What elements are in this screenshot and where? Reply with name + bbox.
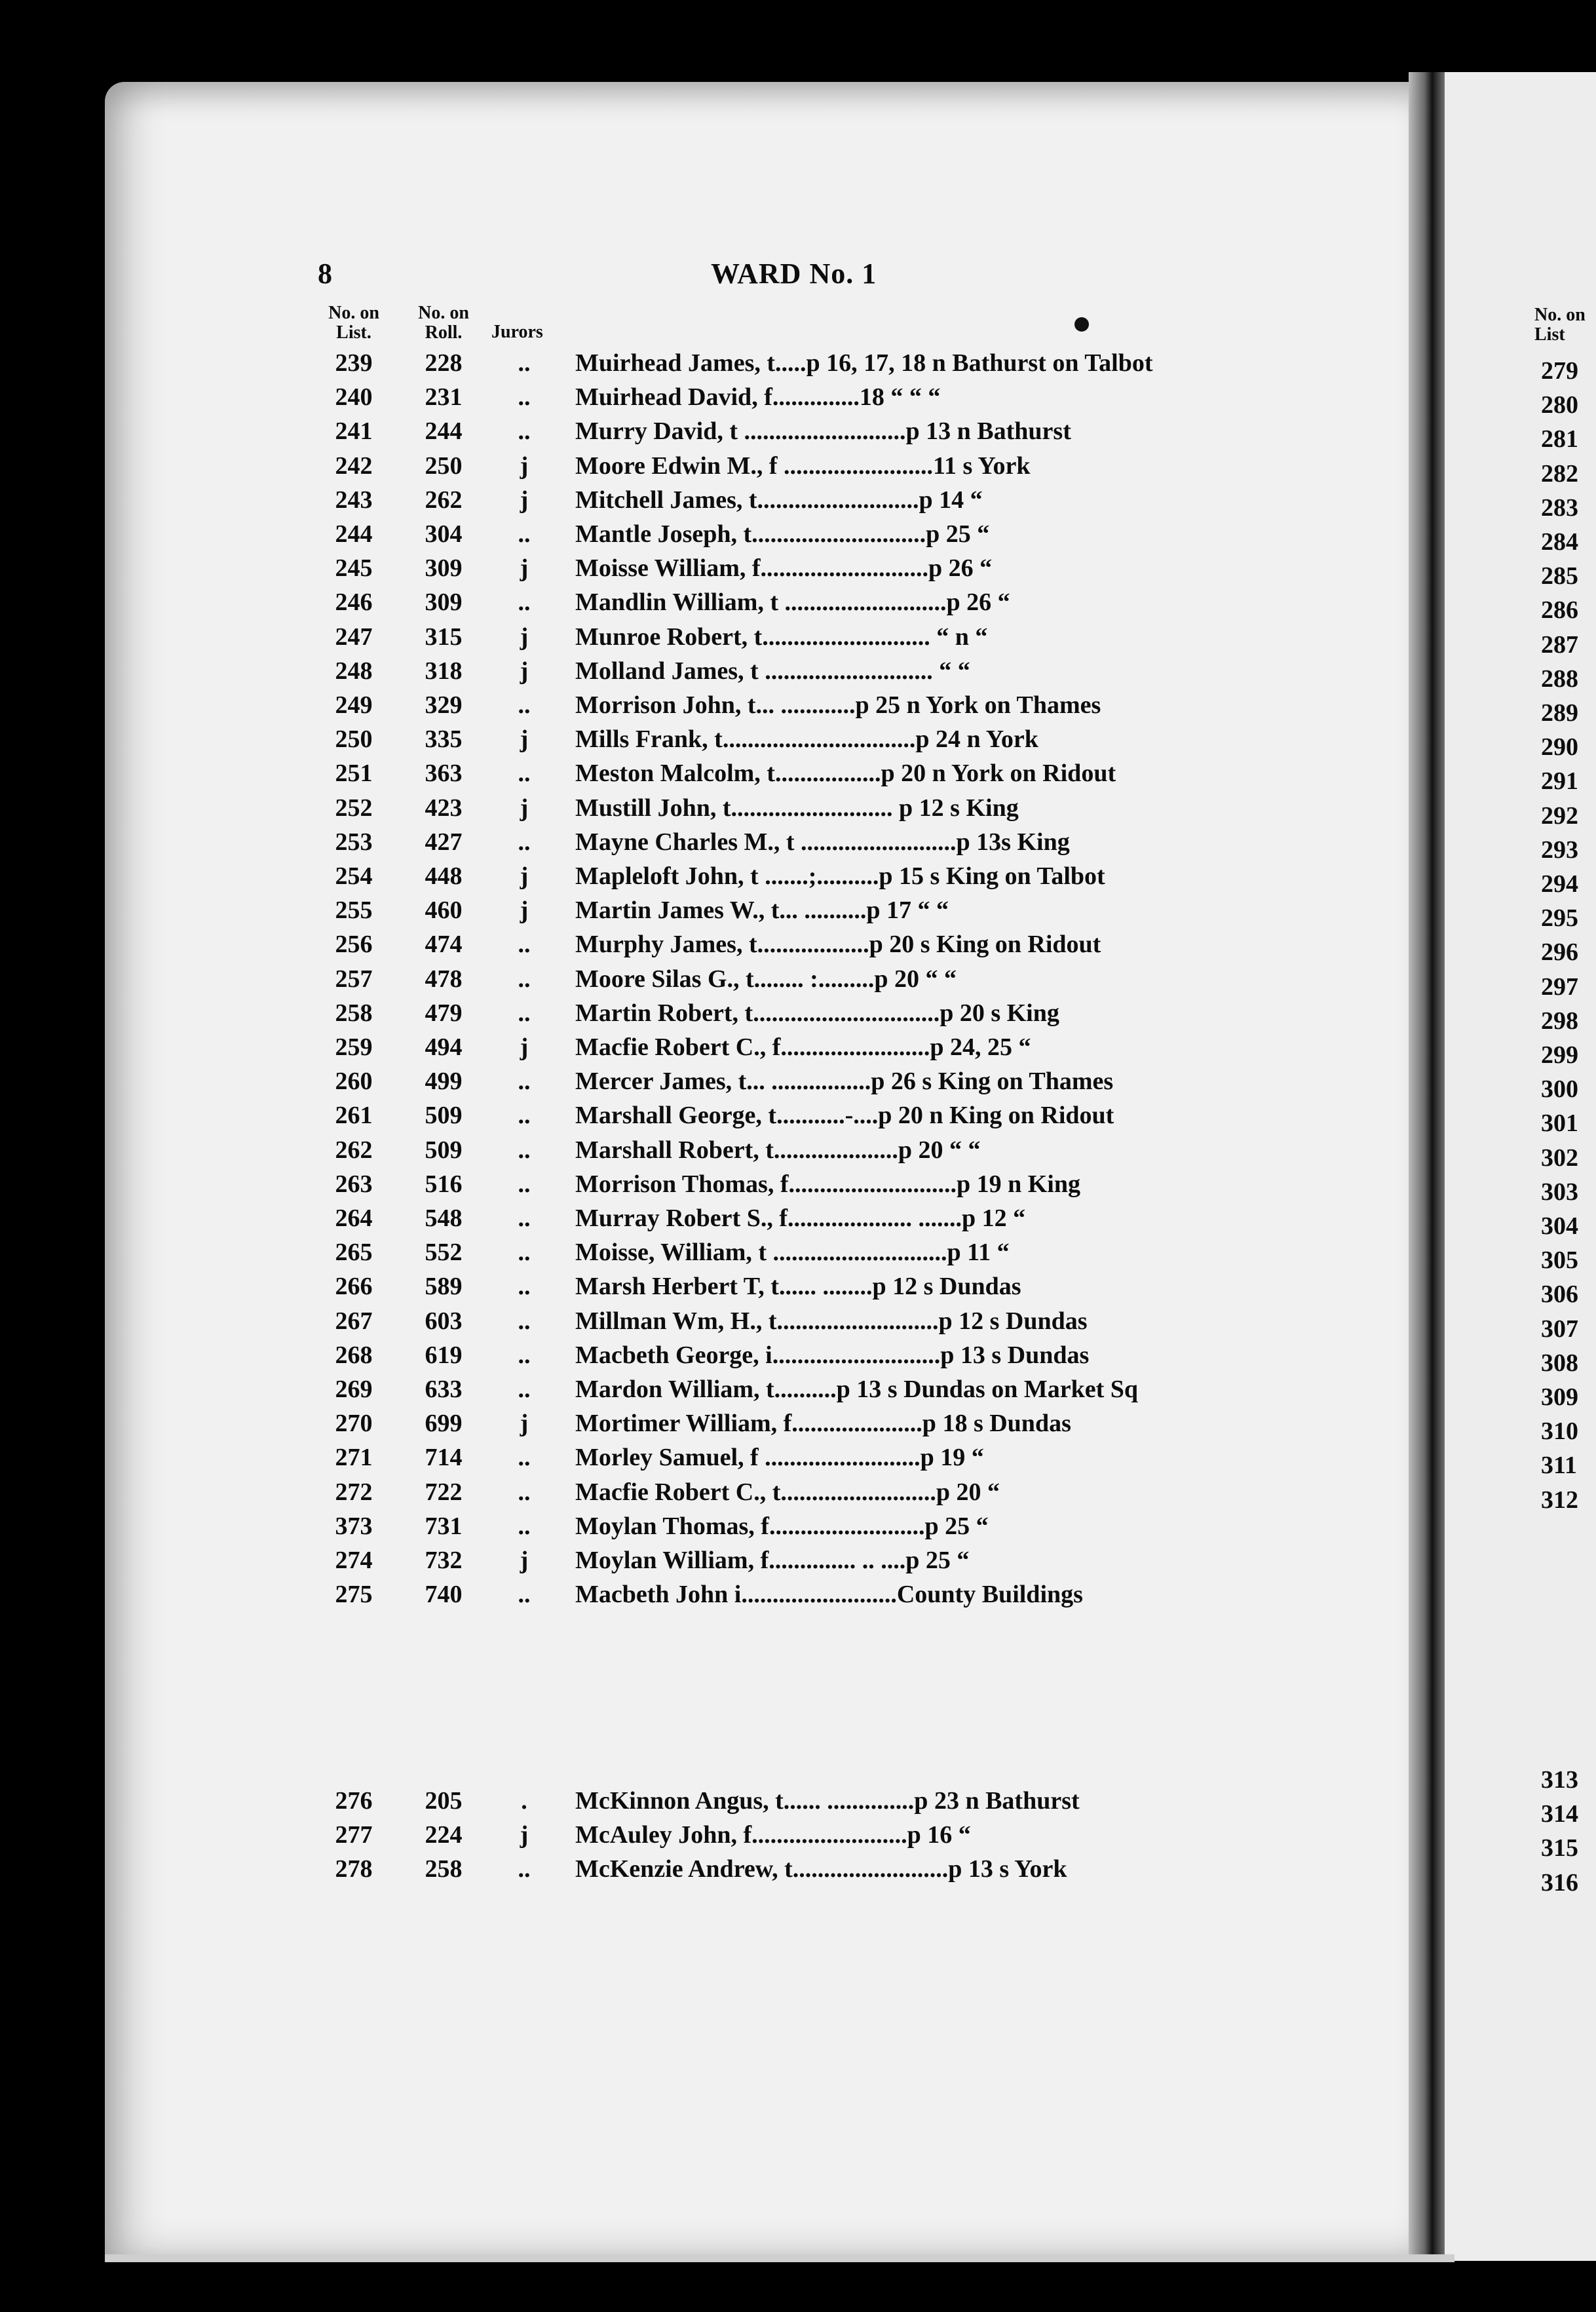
right-list-number: 298	[1541, 1007, 1578, 1035]
entry-text: Mitchell James, t..........................p 14 “	[575, 486, 983, 514]
right-column-header-line1: No. on	[1534, 305, 1586, 325]
table-row	[0, 1098, 1310, 1132]
entry-text: Murray Robert S., f.................... .......p 12 “	[575, 1204, 1026, 1232]
juror-mark: ..	[518, 691, 531, 719]
roll-number: 499	[425, 1068, 463, 1096]
juror-mark: j	[520, 623, 529, 651]
list-number: 244	[335, 520, 373, 548]
right-list-number: 315	[1541, 1834, 1578, 1862]
table-row	[0, 1064, 1310, 1098]
column-header-list-line2: List.	[336, 322, 371, 343]
right-list-number: 297	[1541, 973, 1578, 1001]
table-row	[0, 825, 1310, 859]
entry-text: Moisse William, f...........................p 26 “	[575, 554, 993, 583]
column-header-list	[314, 303, 393, 343]
entry-text: Mayne Charles M., t .........................p 13s King	[575, 828, 1070, 856]
table-row	[0, 996, 1310, 1030]
entry-text: McKinnon Angus, t...... ..............p 23 n Bathurst	[575, 1787, 1080, 1815]
juror-mark: ..	[518, 1273, 531, 1301]
list-number: 243	[335, 486, 373, 514]
juror-mark: ..	[518, 1170, 531, 1198]
right-list-number: 285	[1541, 562, 1578, 590]
juror-mark: ..	[518, 999, 531, 1027]
list-number: 277	[335, 1821, 373, 1849]
table-row	[0, 859, 1310, 893]
entry-text: Macfie Robert C., f........................p 24, 25 “	[575, 1033, 1031, 1061]
roll-number: 714	[425, 1444, 463, 1472]
right-list-number: 300	[1541, 1075, 1578, 1104]
column-header-jurors: Jurors	[491, 322, 543, 342]
entry-text: Moylan Thomas, f.........................p 25 “	[575, 1512, 989, 1540]
right-column-header	[1534, 305, 1596, 345]
entry-text: Morrison John, t... ............p 25 n York on Thames	[575, 691, 1101, 719]
roll-number: 304	[425, 520, 463, 548]
entry-text: Macfie Robert C., t.........................p 20 “	[575, 1478, 1000, 1506]
right-list-number: 307	[1541, 1315, 1578, 1343]
right-list-number: 287	[1541, 630, 1578, 659]
list-number: 254	[335, 862, 373, 890]
list-number: 275	[335, 1581, 373, 1609]
column-header-roll-line2: Roll.	[425, 322, 463, 343]
table-row	[0, 551, 1310, 585]
juror-mark: ..	[518, 1239, 531, 1267]
list-number: 263	[335, 1170, 373, 1198]
entry-text: Mustill John, t.......................... p 12 s King	[575, 794, 1019, 822]
table-row	[0, 1509, 1310, 1543]
juror-mark: j	[520, 794, 529, 822]
list-number: 252	[335, 794, 373, 822]
entry-text: Marsh Herbert T, t...... ........p 12 s Dundas	[575, 1273, 1021, 1301]
roll-number: 318	[425, 657, 463, 685]
page-number: 8	[318, 258, 332, 290]
roll-number: 699	[425, 1410, 463, 1438]
list-number: 257	[335, 965, 373, 993]
juror-mark: j	[520, 486, 529, 514]
table-row	[0, 1818, 1310, 1852]
entry-text: Moore Silas G., t........ :.........p 20 “ “	[575, 965, 957, 993]
entry-text: Martin Robert, t..............................p 20 s King	[575, 999, 1059, 1027]
right-list-number: 291	[1541, 767, 1578, 796]
list-number: 262	[335, 1136, 373, 1164]
juror-mark: ..	[518, 1341, 531, 1369]
table-row	[0, 654, 1310, 688]
roll-number: 315	[425, 623, 463, 651]
juror-mark: ..	[518, 828, 531, 856]
table-row	[0, 1030, 1310, 1064]
right-list-number: 310	[1541, 1417, 1578, 1446]
right-list-number: 288	[1541, 665, 1578, 693]
entry-text: Murphy James, t..................p 20 s King on Ridout	[575, 931, 1101, 959]
column-header-roll-line1: No. on	[418, 303, 469, 323]
table-row	[0, 1543, 1310, 1577]
juror-mark: j	[520, 1547, 529, 1574]
list-number: 256	[335, 931, 373, 959]
roll-number: 619	[425, 1341, 463, 1369]
list-number: 274	[335, 1547, 373, 1574]
table-row	[0, 517, 1310, 551]
table-row	[0, 1167, 1310, 1201]
entry-text: Morley Samuel, f .........................p 19 “	[575, 1444, 984, 1472]
list-number: 247	[335, 623, 373, 651]
list-number: 373	[335, 1512, 373, 1540]
roll-number: 732	[425, 1547, 463, 1574]
roll-number: 509	[425, 1136, 463, 1164]
right-list-number: 302	[1541, 1144, 1578, 1172]
list-number: 276	[335, 1787, 373, 1815]
entry-text: Molland James, t ........................... “ “	[575, 657, 970, 685]
juror-mark: ..	[518, 520, 531, 548]
juror-mark: j	[520, 657, 529, 685]
list-number: 250	[335, 725, 373, 754]
table-row	[0, 791, 1310, 825]
juror-mark: j	[520, 896, 529, 925]
roll-number: 224	[425, 1821, 463, 1849]
list-number: 261	[335, 1102, 373, 1130]
table-row	[0, 962, 1310, 996]
list-number: 264	[335, 1204, 373, 1232]
juror-mark: ..	[518, 1102, 531, 1130]
juror-mark: ..	[518, 349, 531, 377]
list-number: 270	[335, 1410, 373, 1438]
juror-mark: j	[520, 452, 529, 480]
list-number: 259	[335, 1033, 373, 1061]
column-header-list-line1: No. on	[328, 303, 379, 323]
roll-number: 474	[425, 931, 463, 959]
right-list-number: 294	[1541, 870, 1578, 898]
juror-mark: ..	[518, 1581, 531, 1609]
entry-text: Moylan William, f.............. .. ....p 25 “	[575, 1547, 970, 1574]
roll-number: 427	[425, 828, 463, 856]
list-number: 241	[335, 417, 373, 446]
table-row	[0, 1304, 1310, 1338]
juror-mark: ..	[518, 417, 531, 446]
table-row	[0, 1440, 1310, 1474]
right-list-number: 282	[1541, 459, 1578, 488]
right-list-number: 295	[1541, 904, 1578, 933]
roll-number: 205	[425, 1787, 463, 1815]
right-list-number: 301	[1541, 1109, 1578, 1138]
page-edge	[105, 2254, 1454, 2262]
entry-text: Marshall Robert, t....................p 20 “ “	[575, 1136, 981, 1164]
roll-number: 722	[425, 1478, 463, 1506]
juror-mark: j	[520, 1410, 529, 1438]
juror-mark: j	[520, 1821, 529, 1849]
entry-text: Meston Malcolm, t.................p 20 n York on Ridout	[575, 760, 1116, 788]
roll-number: 552	[425, 1239, 463, 1267]
entry-text: Mortimer William, f.....................p 18 s Dundas	[575, 1410, 1071, 1438]
ink-blot	[1074, 317, 1089, 332]
table-row	[0, 1269, 1310, 1303]
table-row	[0, 1475, 1310, 1509]
table-row	[0, 688, 1310, 722]
list-number: 269	[335, 1376, 373, 1403]
table-row	[0, 585, 1310, 619]
entry-text: Martin James W., t... ..........p 17 “ “	[575, 896, 949, 925]
table-row	[0, 1852, 1310, 1886]
table-row	[0, 1372, 1310, 1406]
entry-text: Macbeth John i.........................County Buildings	[575, 1581, 1083, 1609]
entry-text: Munroe Robert, t........................... “ n “	[575, 623, 988, 651]
entry-text: Mapleloft John, t .......;..........p 15 s King on Talbot	[575, 862, 1105, 890]
roll-number: 603	[425, 1307, 463, 1335]
column-header-roll	[401, 303, 486, 343]
right-list-number: 309	[1541, 1383, 1578, 1411]
roll-number: 448	[425, 862, 463, 890]
juror-mark: ..	[518, 383, 531, 412]
roll-number: 250	[425, 452, 463, 480]
juror-mark: ..	[518, 1136, 531, 1164]
right-list-number: 281	[1541, 425, 1578, 453]
juror-mark: j	[520, 1033, 529, 1061]
right-list-number: 312	[1541, 1486, 1578, 1514]
right-list-number: 286	[1541, 596, 1578, 625]
list-number: 240	[335, 383, 373, 412]
juror-mark: ..	[518, 1512, 531, 1540]
roll-number: 731	[425, 1512, 463, 1540]
roll-number: 329	[425, 691, 463, 719]
juror-mark: j	[520, 862, 529, 890]
right-list-number: 311	[1541, 1452, 1577, 1480]
table-row	[0, 1338, 1310, 1372]
list-number: 249	[335, 691, 373, 719]
entry-text: Mercer James, t... ................p 26 s King on Thames	[575, 1068, 1114, 1096]
table-row	[0, 1577, 1310, 1611]
juror-mark: ..	[518, 760, 531, 788]
entry-text: Macbeth George, i...........................p 13 s Dundas	[575, 1341, 1090, 1369]
right-list-number: 303	[1541, 1178, 1578, 1206]
table-row	[0, 1201, 1310, 1235]
entry-text: Mantle Joseph, t............................p 25 “	[575, 520, 990, 548]
list-number: 258	[335, 999, 373, 1027]
list-number: 266	[335, 1273, 373, 1301]
entry-text: McKenzie Andrew, t.........................p 13 s York	[575, 1855, 1067, 1883]
roll-number: 423	[425, 794, 463, 822]
juror-mark: ..	[518, 1376, 531, 1403]
page-title: WARD No. 1	[711, 258, 877, 290]
roll-number: 258	[425, 1855, 463, 1883]
right-list-number: 304	[1541, 1212, 1578, 1240]
table-row	[0, 414, 1310, 448]
book-gutter	[1409, 72, 1448, 2261]
roll-number: 478	[425, 965, 463, 993]
right-list-number: 296	[1541, 938, 1578, 967]
juror-mark: .	[521, 1787, 527, 1815]
roll-number: 460	[425, 896, 463, 925]
list-number: 267	[335, 1307, 373, 1335]
table-row	[0, 380, 1310, 414]
right-list-number: 289	[1541, 699, 1578, 727]
entry-text: Moore Edwin M., f ........................11 s York	[575, 452, 1031, 480]
juror-mark: j	[520, 725, 529, 754]
table-row	[0, 483, 1310, 517]
table-row	[0, 1133, 1310, 1167]
juror-mark: ..	[518, 1855, 531, 1883]
roll-number: 479	[425, 999, 463, 1027]
table-row	[0, 1784, 1310, 1818]
table-row	[0, 722, 1310, 756]
right-list-number: 314	[1541, 1800, 1578, 1828]
list-number: 251	[335, 760, 373, 788]
roll-number: 740	[425, 1581, 463, 1609]
roll-number: 231	[425, 383, 463, 412]
roll-number: 363	[425, 760, 463, 788]
juror-mark: ..	[518, 1307, 531, 1335]
right-list-number: 280	[1541, 391, 1578, 419]
table-row	[0, 620, 1310, 654]
roll-number: 228	[425, 349, 463, 377]
table-row	[0, 927, 1310, 961]
roll-number: 335	[425, 725, 463, 754]
entry-text: Millman Wm, H., t..........................p 12 s Dundas	[575, 1307, 1088, 1335]
entry-text: Mills Frank, t...............................p 24 n York	[575, 725, 1038, 754]
table-row	[0, 893, 1310, 927]
right-list-number: 293	[1541, 836, 1578, 864]
right-list-number: 305	[1541, 1246, 1578, 1275]
roll-number: 244	[425, 417, 463, 446]
roll-number: 309	[425, 554, 463, 583]
right-list-number: 299	[1541, 1041, 1578, 1069]
list-number: 278	[335, 1855, 373, 1883]
entry-text: Muirhead James, t.....p 16, 17, 18 n Bathurst on Talbot	[575, 349, 1153, 377]
right-list-number: 292	[1541, 801, 1578, 830]
list-number: 260	[335, 1068, 373, 1096]
roll-number: 589	[425, 1273, 463, 1301]
entry-text: Morrison Thomas, f...........................p 19 n King	[575, 1170, 1080, 1198]
list-number: 255	[335, 896, 373, 925]
right-column-header-line2: List	[1534, 324, 1565, 345]
juror-mark: ..	[518, 1478, 531, 1506]
right-list-number: 279	[1541, 357, 1578, 385]
list-number: 245	[335, 554, 373, 583]
table-row	[0, 449, 1310, 483]
roll-number: 309	[425, 588, 463, 617]
table-row	[0, 346, 1310, 380]
right-list-number: 313	[1541, 1766, 1578, 1794]
list-number: 268	[335, 1341, 373, 1369]
list-number: 265	[335, 1239, 373, 1267]
table-row	[0, 756, 1310, 790]
right-list-number: 316	[1541, 1868, 1578, 1897]
list-number: 253	[335, 828, 373, 856]
right-list-number: 308	[1541, 1349, 1578, 1377]
right-list-number: 283	[1541, 493, 1578, 522]
entry-text: Mardon William, t..........p 13 s Dundas on Market Sq	[575, 1376, 1139, 1403]
right-list-number: 290	[1541, 733, 1578, 761]
juror-mark: ..	[518, 588, 531, 617]
roll-number: 548	[425, 1204, 463, 1232]
list-number: 242	[335, 452, 373, 480]
roll-number: 262	[425, 486, 463, 514]
entry-text: Muirhead David, f..............18 “ “ “	[575, 383, 941, 412]
table-row	[0, 1235, 1310, 1269]
entry-text: Marshall George, t...........-....p 20 n King on Ridout	[575, 1102, 1114, 1130]
list-number: 271	[335, 1444, 373, 1472]
roll-number: 494	[425, 1033, 463, 1061]
juror-mark: ..	[518, 1204, 531, 1232]
entry-text: McAuley John, f.........................p 16 “	[575, 1821, 971, 1849]
entry-text: Mandlin William, t ..........................p 26 “	[575, 588, 1010, 617]
entry-text: Murry David, t ..........................p 13 n Bathurst	[575, 417, 1071, 446]
juror-mark: ..	[518, 965, 531, 993]
list-number: 246	[335, 588, 373, 617]
juror-mark: ..	[518, 1444, 531, 1472]
roll-number: 509	[425, 1102, 463, 1130]
juror-mark: ..	[518, 1068, 531, 1096]
roll-number: 633	[425, 1376, 463, 1403]
roll-number: 516	[425, 1170, 463, 1198]
list-number: 272	[335, 1478, 373, 1506]
list-number: 239	[335, 349, 373, 377]
juror-mark: j	[520, 554, 529, 583]
juror-mark: ..	[518, 931, 531, 959]
entry-text: Moisse, William, t ............................p 11 “	[575, 1239, 1010, 1267]
list-number: 248	[335, 657, 373, 685]
table-row	[0, 1406, 1310, 1440]
right-list-number: 284	[1541, 528, 1578, 556]
right-list-number: 306	[1541, 1281, 1578, 1309]
